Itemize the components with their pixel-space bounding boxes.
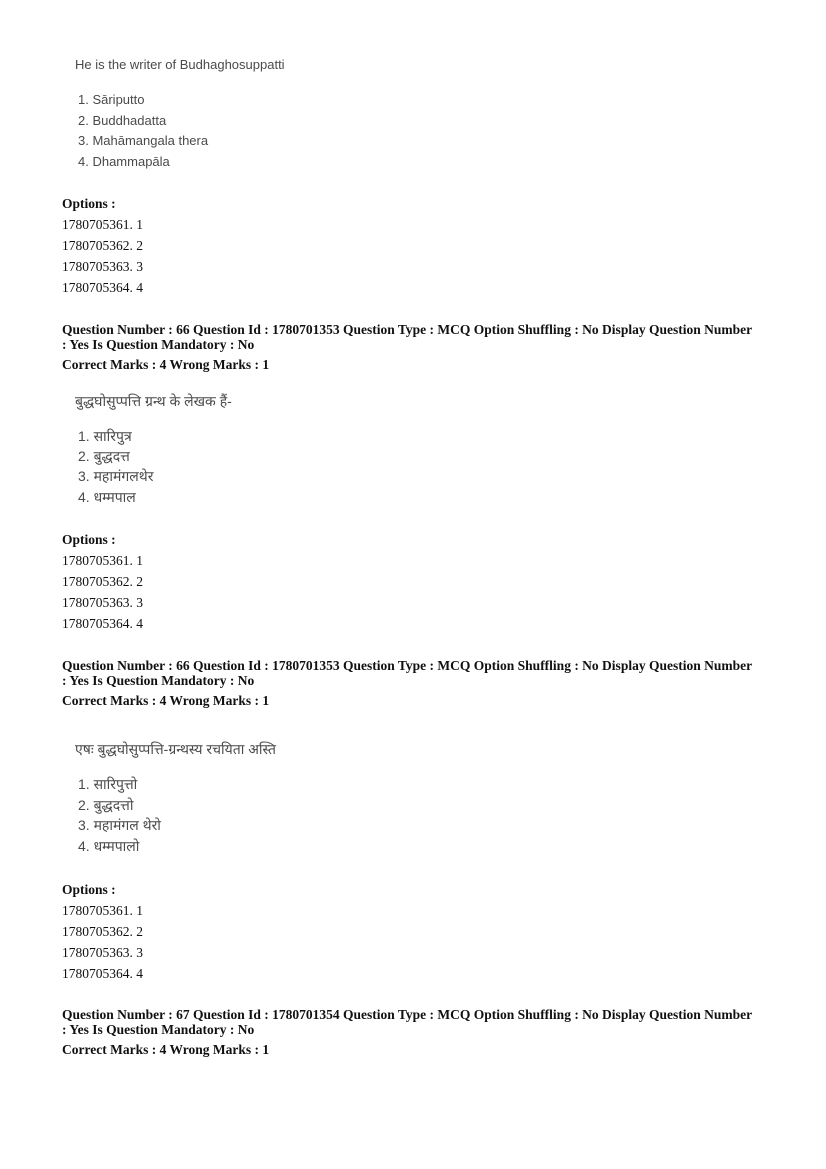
option-row: 1780705364. 4 bbox=[62, 616, 143, 631]
question-option: 2. बुद्धदत्त bbox=[78, 448, 130, 464]
marks-line: Correct Marks : 4 Wrong Marks : 1 bbox=[62, 1042, 270, 1057]
option-row: 1780705364. 4 bbox=[62, 280, 143, 295]
option-row: 1780705363. 3 bbox=[62, 259, 143, 274]
question-option: 4. धम्मपाल bbox=[78, 489, 136, 505]
question-option: 4. धम्मपालो bbox=[78, 838, 140, 854]
question-option: 3. महामंगलथेर bbox=[78, 468, 154, 484]
question-option: 2. बुद्धदत्तो bbox=[78, 797, 134, 813]
option-row: 1780705362. 2 bbox=[62, 574, 143, 589]
question-option: 2. Buddhadatta bbox=[78, 113, 167, 128]
question-meta-line: Question Number : 66 Question Id : 1780701353 Question Type : MCQ Option Shuffling : No Display Question Number bbox=[62, 658, 753, 673]
option-row: 1780705363. 3 bbox=[62, 595, 143, 610]
marks-line: Correct Marks : 4 Wrong Marks : 1 bbox=[62, 357, 270, 372]
question-meta-line: Question Number : 67 Question Id : 1780701354 Question Type : MCQ Option Shuffling : No Display Question Number bbox=[62, 1007, 753, 1022]
option-row: 1780705361. 1 bbox=[62, 903, 143, 918]
question-meta-line: : Yes Is Question Mandatory : No bbox=[62, 1022, 255, 1037]
question-option: 4. Dhammapāla bbox=[78, 154, 170, 169]
option-row: 1780705362. 2 bbox=[62, 238, 143, 253]
question-meta-line: Question Number : 66 Question Id : 1780701353 Question Type : MCQ Option Shuffling : No Display Question Number bbox=[62, 322, 753, 337]
question-option: 1. Sāriputto bbox=[78, 92, 145, 107]
options-label: Options : bbox=[62, 882, 116, 897]
question-stem: He is the writer of Budhaghosuppatti bbox=[75, 57, 285, 72]
question-stem: बुद्धघोसुप्पत्ति ग्रन्थ के लेखक हैं- bbox=[75, 393, 232, 409]
option-row: 1780705361. 1 bbox=[62, 553, 143, 568]
question-meta-line: : Yes Is Question Mandatory : No bbox=[62, 337, 255, 352]
marks-line: Correct Marks : 4 Wrong Marks : 1 bbox=[62, 693, 270, 708]
option-row: 1780705362. 2 bbox=[62, 924, 143, 939]
option-row: 1780705363. 3 bbox=[62, 945, 143, 960]
options-label: Options : bbox=[62, 532, 116, 547]
options-label: Options : bbox=[62, 196, 116, 211]
question-option: 1. सारिपुत्र bbox=[78, 428, 132, 444]
question-option: 3. Mahāmangala thera bbox=[78, 133, 209, 148]
question-option: 3. महामंगल थेरो bbox=[78, 817, 161, 833]
question-meta-line: : Yes Is Question Mandatory : No bbox=[62, 673, 255, 688]
question-option: 1. सारिपुत्तो bbox=[78, 776, 138, 792]
option-row: 1780705361. 1 bbox=[62, 217, 143, 232]
option-row: 1780705364. 4 bbox=[62, 966, 143, 981]
question-stem: एषः बुद्धघोसुप्पत्ति-ग्रन्थस्य रचयिता अस्ति bbox=[75, 741, 276, 757]
